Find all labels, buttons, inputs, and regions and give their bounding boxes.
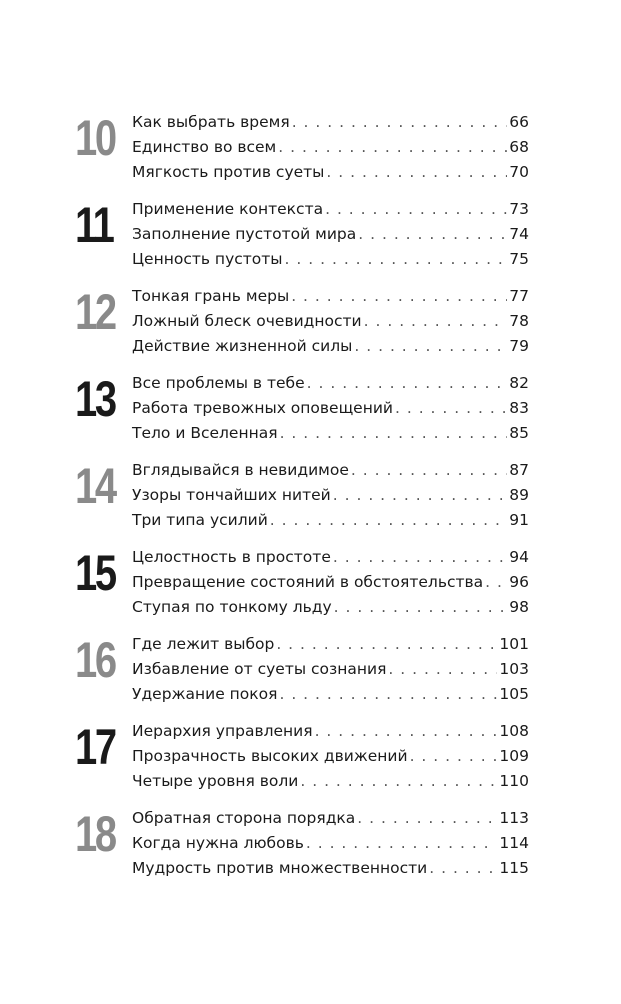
dot-leader: [278, 135, 507, 160]
entry-title: Действие жизненной силы: [132, 337, 353, 355]
chapter-entries: [132, 545, 529, 620]
dot-leader: [292, 110, 508, 135]
dot-leader: [326, 160, 507, 185]
chapter-section: [75, 197, 535, 284]
toc-entry: [132, 334, 529, 359]
entry-page-number: 105: [499, 685, 529, 703]
dot-leader: [280, 421, 508, 446]
dot-leader: [276, 632, 497, 657]
toc-entry: [132, 197, 529, 222]
toc-entry: [132, 657, 529, 682]
entry-title: Единство во всем: [132, 138, 277, 156]
chapter-number: 14: [75, 458, 115, 514]
entry-title: Когда нужна любовь: [132, 834, 304, 852]
entry-title: Три типа усилий: [132, 511, 268, 529]
entry-page-number: 89: [509, 486, 529, 504]
dot-leader: [285, 247, 508, 272]
entry-page-number: 85: [509, 424, 529, 442]
entry-page-number: 98: [509, 598, 529, 616]
dot-leader: [333, 545, 507, 570]
dot-leader: [333, 483, 508, 508]
entry-page-number: 101: [499, 635, 529, 653]
entry-title: Мягкость против суеты: [132, 163, 325, 181]
dot-leader: [358, 222, 507, 247]
dot-leader: [306, 831, 498, 856]
dot-leader: [307, 371, 508, 396]
entry-title: Четыре уровня воли: [132, 772, 299, 790]
entry-title: Вглядывайся в невидимое: [132, 461, 349, 479]
entry-title: Работа тревожных оповещений: [132, 399, 393, 417]
chapter-entries: [132, 371, 529, 446]
entry-title: Превращение состояний в обстоятельства: [132, 573, 484, 591]
entry-page-number: 68: [509, 138, 529, 156]
entry-title: Как выбрать время: [132, 113, 290, 131]
toc-entry: [132, 570, 529, 595]
dot-leader: [429, 856, 497, 881]
chapter-number: 16: [75, 632, 115, 688]
dot-leader: [395, 396, 507, 421]
entry-page-number: 109: [499, 747, 529, 765]
toc-entry: [132, 719, 529, 744]
chapter-entries: [132, 110, 529, 185]
toc-entry: [132, 371, 529, 396]
chapter-entries: [132, 806, 529, 881]
dot-leader: [300, 769, 497, 794]
entry-page-number: 103: [499, 660, 529, 678]
toc-entry: [132, 508, 529, 533]
entry-page-number: 74: [509, 225, 529, 243]
dot-leader: [354, 334, 507, 359]
entry-page-number: 87: [509, 461, 529, 479]
chapter-section: [75, 284, 535, 371]
entry-title: Избавление от суеты сознания: [132, 660, 387, 678]
toc-entry: [132, 831, 529, 856]
dot-leader: [388, 657, 497, 682]
entry-page-number: 91: [509, 511, 529, 529]
toc-entry: [132, 160, 529, 185]
toc-entry: [132, 806, 529, 831]
chapter-entries: [132, 632, 529, 707]
chapter-number: 11: [75, 197, 113, 253]
entry-title: Тело и Вселенная: [132, 424, 278, 442]
entry-title: Заполнение пустотой мира: [132, 225, 357, 243]
toc-entry: [132, 458, 529, 483]
chapter-section: [75, 458, 535, 545]
entry-page-number: 94: [509, 548, 529, 566]
entry-title: Целостность в простоте: [132, 548, 331, 566]
dot-leader: [270, 508, 507, 533]
dot-leader: [279, 682, 497, 707]
chapter-number: 12: [75, 284, 115, 340]
entry-title: Тонкая грань меры: [132, 287, 290, 305]
toc-entry: [132, 110, 529, 135]
dot-leader: [410, 744, 498, 769]
entry-title: Где лежит выбор: [132, 635, 275, 653]
chapter-entries: [132, 719, 529, 794]
entry-title: Ступая по тонкому льду: [132, 598, 332, 616]
entry-page-number: 108: [499, 722, 529, 740]
entry-title: Обратная сторона порядка: [132, 809, 356, 827]
entry-title: Узоры тончайших нитей: [132, 486, 331, 504]
entry-page-number: 114: [499, 834, 529, 852]
toc-entry: [132, 744, 529, 769]
chapter-number: 15: [75, 545, 115, 601]
toc-entry: [132, 483, 529, 508]
chapter-section: [75, 806, 535, 893]
entry-page-number: 77: [509, 287, 529, 305]
entry-page-number: 82: [509, 374, 529, 392]
table-of-contents: [75, 110, 535, 893]
chapter-number: 13: [75, 371, 115, 427]
chapter-entries: [132, 197, 529, 272]
chapter-number: 17: [75, 719, 115, 775]
toc-entry: [132, 284, 529, 309]
toc-entry: [132, 682, 529, 707]
dot-leader: [485, 570, 507, 595]
toc-entry: [132, 396, 529, 421]
entry-title: Ценность пустоты: [132, 250, 283, 268]
toc-entry: [132, 595, 529, 620]
entry-page-number: 79: [509, 337, 529, 355]
entry-page-number: 115: [499, 859, 529, 877]
entry-page-number: 83: [509, 399, 529, 417]
chapter-section: [75, 632, 535, 719]
toc-entry: [132, 247, 529, 272]
entry-page-number: 70: [509, 163, 529, 181]
chapter-entries: [132, 458, 529, 533]
chapter-section: [75, 371, 535, 458]
entry-page-number: 75: [509, 250, 529, 268]
dot-leader: [357, 806, 497, 831]
entry-title: Применение контекста: [132, 200, 324, 218]
dot-leader: [334, 595, 508, 620]
entry-page-number: 96: [509, 573, 529, 591]
chapter-number: 18: [75, 806, 115, 862]
toc-entry: [132, 222, 529, 247]
dot-leader: [351, 458, 507, 483]
toc-entry: [132, 421, 529, 446]
dot-leader: [325, 197, 507, 222]
dot-leader: [364, 309, 508, 334]
toc-entry: [132, 135, 529, 160]
entry-title: Иерархия управления: [132, 722, 313, 740]
entry-page-number: 73: [509, 200, 529, 218]
toc-entry: [132, 856, 529, 881]
entry-page-number: 110: [499, 772, 529, 790]
toc-entry: [132, 632, 529, 657]
entry-page-number: 113: [499, 809, 529, 827]
entry-title: Мудрость против множественности: [132, 859, 428, 877]
toc-entry: [132, 769, 529, 794]
chapter-number: 10: [75, 110, 115, 166]
chapter-section: [75, 110, 535, 197]
dot-leader: [291, 284, 507, 309]
entry-title: Прозрачность высоких движений: [132, 747, 408, 765]
entry-title: Удержание покоя: [132, 685, 278, 703]
entry-title: Ложный блеск очевидности: [132, 312, 362, 330]
entry-page-number: 78: [509, 312, 529, 330]
toc-entry: [132, 545, 529, 570]
dot-leader: [315, 719, 498, 744]
chapter-section: [75, 719, 535, 806]
toc-entry: [132, 309, 529, 334]
chapter-section: [75, 545, 535, 632]
chapter-entries: [132, 284, 529, 359]
entry-title: Все проблемы в тебе: [132, 374, 305, 392]
entry-page-number: 66: [509, 113, 529, 131]
